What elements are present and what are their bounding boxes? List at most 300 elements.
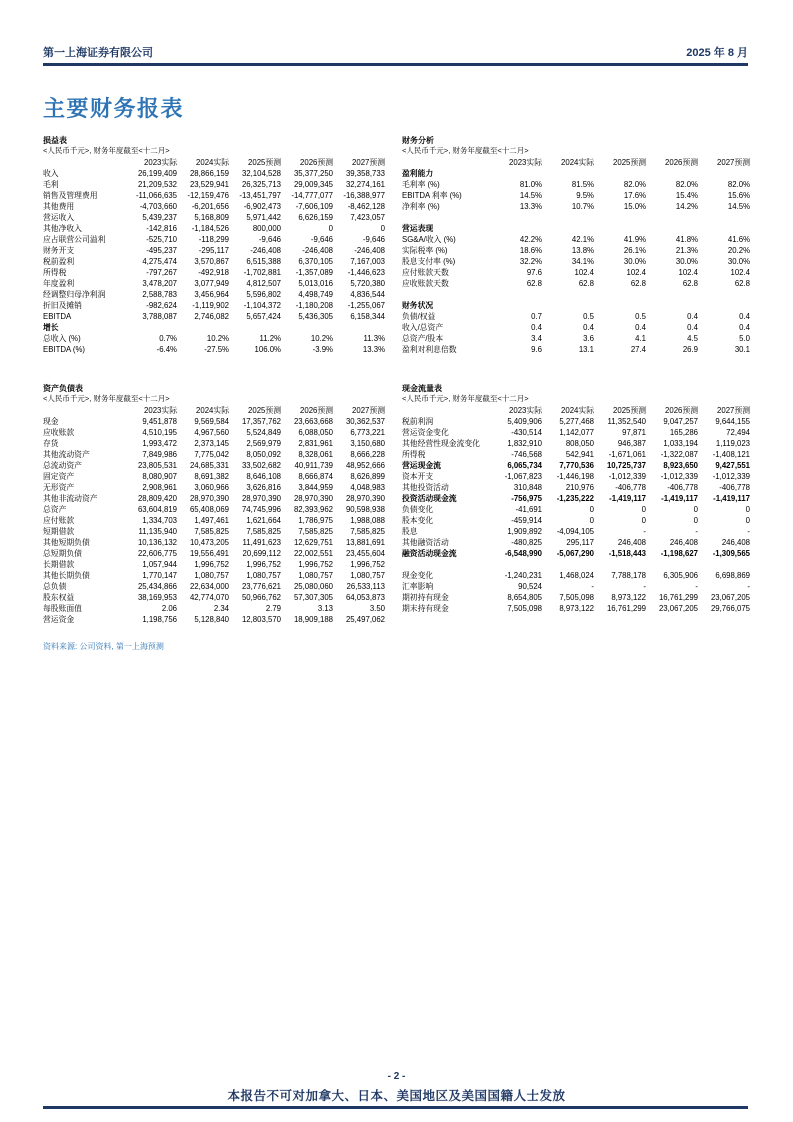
value-cell: -1,518,443 (608, 549, 646, 558)
year-column-header: 2027预测 (352, 406, 385, 415)
row-label: 营运现金流 (402, 461, 441, 470)
value-cell: -1,322,087 (660, 450, 698, 459)
value-cell: 1,996,752 (350, 560, 385, 569)
row-label: 应付账款 (43, 516, 75, 525)
value-cell (594, 300, 646, 311)
value-cell: 19,556,491 (189, 549, 229, 558)
value-cell: 4.5 (687, 334, 698, 343)
year-header-row (402, 157, 750, 168)
row-label: 股本变化 (402, 516, 434, 525)
value-cell: 0.5 (583, 312, 594, 321)
value-cell: 11,135,940 (138, 527, 177, 536)
value-cell: 310,848 (513, 483, 542, 492)
value-cell: 0 (641, 505, 646, 514)
cash-flow-title: 现金流量表 (402, 384, 442, 393)
value-cell: 23,805,531 (137, 461, 177, 470)
value-cell: 40,911,739 (294, 461, 333, 470)
value-cell: -5,067,290 (556, 549, 594, 558)
value-cell: 7,585,825 (194, 527, 229, 536)
value-cell: 17.6% (623, 191, 646, 200)
value-cell: 6,065,734 (507, 461, 542, 470)
year-column-header: 2023实际 (144, 158, 177, 167)
value-cell: 6,088,050 (298, 428, 333, 437)
data-row (402, 537, 750, 548)
row-label: 其他经营性现金流变化 (402, 439, 480, 448)
row-label: 税前利润 (402, 417, 434, 426)
row-label: 股东权益 (43, 593, 75, 602)
row-label: 负债变化 (402, 505, 434, 514)
value-cell: 0 (693, 505, 698, 514)
header-rule (43, 63, 748, 66)
year-column-header: 2026预测 (300, 406, 333, 415)
row-label: 收入/总资产 (402, 323, 444, 332)
financial-analysis-title: 财务分析 (402, 136, 434, 145)
value-cell: 6,698,869 (715, 571, 750, 580)
value-cell: -1,702,881 (243, 268, 281, 277)
value-cell: 3,844,959 (298, 483, 333, 492)
value-cell: 41.9% (623, 235, 646, 244)
data-row (402, 471, 750, 482)
value-cell: -1,235,222 (556, 494, 594, 503)
value-cell (594, 223, 646, 234)
data-row (402, 493, 750, 504)
value-cell: 28,970,390 (293, 494, 333, 503)
value-cell: 3,060,966 (194, 483, 229, 492)
value-cell (698, 300, 750, 311)
value-cell: 542,941 (565, 450, 594, 459)
data-row (402, 416, 750, 427)
value-cell: 11,491,623 (242, 538, 281, 547)
value-cell: 5,277,468 (559, 417, 594, 426)
value-cell: -1,240,231 (504, 571, 542, 580)
value-cell: 0 (328, 224, 333, 233)
value-cell: 38,169,953 (137, 593, 177, 602)
value-cell: 7,849,986 (142, 450, 177, 459)
value-cell: 8,050,092 (246, 450, 281, 459)
value-cell: -16,388,977 (343, 191, 385, 200)
cash-flow-table (402, 405, 750, 614)
row-label: 短期借款 (43, 527, 75, 536)
value-cell: 32,274,161 (345, 180, 385, 189)
section-row (43, 322, 385, 333)
data-row (43, 212, 385, 223)
value-cell: -6,902,473 (243, 202, 281, 211)
value-cell: 1,996,752 (246, 560, 281, 569)
value-cell: 246,408 (617, 538, 646, 547)
value-cell: -246,408 (250, 246, 281, 255)
value-cell: 10,725,737 (606, 461, 646, 470)
value-cell: 11.3% (363, 334, 385, 343)
value-cell: 30.0% (675, 257, 698, 266)
value-cell (646, 300, 698, 311)
value-cell: -1,357,089 (295, 268, 333, 277)
value-cell: 0.7 (531, 312, 542, 321)
row-label: EBITDA (%) (43, 345, 86, 354)
value-cell: 8,923,650 (663, 461, 698, 470)
value-cell: 82.0% (727, 180, 750, 189)
value-cell: 7,167,003 (350, 257, 385, 266)
value-cell: -8,462,128 (347, 202, 385, 211)
section-row (402, 300, 750, 311)
value-cell: 6,515,388 (246, 257, 281, 266)
row-label: 其他非流动资产 (43, 494, 98, 503)
value-cell: 42.2% (519, 235, 542, 244)
row-label: 实际税率 (%) (402, 246, 448, 255)
value-cell: 30.1 (734, 345, 750, 354)
content-area (43, 135, 750, 652)
value-cell: 63,604,819 (137, 505, 177, 514)
value-cell: -1,012,339 (712, 472, 750, 481)
data-row (43, 614, 385, 625)
row-label: 应收账款天数 (402, 279, 449, 288)
data-row (402, 438, 750, 449)
data-row (43, 245, 385, 256)
value-cell: -430,514 (511, 428, 542, 437)
value-cell: 18,909,188 (293, 615, 333, 624)
data-row (402, 179, 750, 190)
value-cell: 26,533,113 (346, 582, 385, 591)
value-cell: 3.4 (531, 334, 542, 343)
value-cell (594, 168, 646, 179)
value-cell: 23,067,205 (658, 604, 698, 613)
spacer-cell (402, 289, 750, 300)
value-cell: 13.3% (362, 345, 385, 354)
value-cell: - (695, 582, 698, 591)
balance-sheet-title: 资产负债表 (43, 384, 83, 393)
value-cell: 2,831,961 (298, 439, 333, 448)
row-label: 资本开支 (402, 472, 434, 481)
value-cell: 4.1 (635, 334, 646, 343)
value-cell: 5,720,380 (350, 279, 385, 288)
value-cell: 27.4 (630, 345, 646, 354)
value-cell: 0 (589, 505, 594, 514)
row-label: 销售及管理费用 (43, 191, 98, 200)
year-column-header: 2023实际 (509, 406, 542, 415)
value-cell: 102.4 (574, 268, 594, 277)
value-cell: 23,455,604 (345, 549, 385, 558)
year-column-header: 2024实际 (196, 158, 229, 167)
value-cell: 0.4 (531, 323, 542, 332)
value-cell: 13,881,691 (345, 538, 385, 547)
value-cell (698, 168, 750, 179)
value-cell: 8,080,907 (142, 472, 177, 481)
data-row (402, 256, 750, 267)
value-cell: 5,128,840 (194, 615, 229, 624)
row-label: EBITDA 利率 (%) (402, 191, 462, 200)
value-cell: 50,966,762 (241, 593, 281, 602)
row-label: 毛利率 (%) (402, 180, 440, 189)
value-cell: 0.4 (687, 323, 698, 332)
year-column-header: 2025预测 (248, 158, 281, 167)
data-row (43, 592, 385, 603)
row-label: 折旧及摊销 (43, 301, 82, 310)
value-cell: 26.1% (623, 246, 646, 255)
value-cell: 0.4 (739, 312, 750, 321)
data-row (43, 471, 385, 482)
value-cell: 7,423,057 (350, 213, 385, 222)
value-cell: 0 (589, 516, 594, 525)
data-row (402, 344, 750, 355)
row-label: 财务开支 (43, 246, 75, 255)
value-cell: 32,104,528 (241, 169, 281, 178)
value-cell: -1,119,902 (192, 301, 229, 310)
value-cell: -797,267 (146, 268, 177, 277)
value-cell: 62.8 (682, 279, 698, 288)
value-cell: 9,451,878 (142, 417, 177, 426)
value-cell: 82.0% (675, 180, 698, 189)
value-cell (490, 223, 542, 234)
row-label: 股息支付率 (%) (402, 257, 456, 266)
value-cell: 72,494 (726, 428, 750, 437)
value-cell: 3.6 (583, 334, 594, 343)
value-cell: 29,766,075 (710, 604, 750, 613)
value-cell: 4,836,544 (350, 290, 385, 299)
data-row (43, 256, 385, 267)
value-cell: 97,871 (622, 428, 646, 437)
value-cell (177, 322, 229, 333)
value-cell: 0 (693, 516, 698, 525)
data-row (43, 438, 385, 449)
value-cell (646, 168, 698, 179)
row-label: 投资活动现金流 (402, 494, 457, 503)
value-cell: 25,434,866 (137, 582, 177, 591)
spacer-row (402, 559, 750, 570)
report-date: 2025 年 8 月 (686, 47, 748, 59)
value-cell: 2,588,783 (142, 290, 177, 299)
row-label: 其他短期负债 (43, 538, 90, 547)
row-label: 增长 (43, 323, 59, 332)
value-cell: 48,952,666 (345, 461, 385, 470)
value-cell: 8,626,899 (350, 472, 385, 481)
data-row (402, 201, 750, 212)
value-cell: 13.8% (571, 246, 594, 255)
row-label: 汇率影响 (402, 582, 434, 591)
value-cell: 25,080,060 (293, 582, 333, 591)
value-cell: 3,150,680 (350, 439, 385, 448)
value-cell: 9,427,551 (715, 461, 750, 470)
value-cell: 57,307,305 (293, 593, 333, 602)
value-cell: 10,136,132 (137, 538, 177, 547)
data-row (43, 267, 385, 278)
value-cell: 11.2% (259, 334, 281, 343)
row-label: 所得税 (402, 450, 426, 459)
income-statement-title: 损益表 (43, 136, 67, 145)
value-cell: 7,585,825 (246, 527, 281, 536)
data-row (43, 427, 385, 438)
value-cell: -27.5% (204, 345, 229, 354)
value-cell: 1,497,461 (194, 516, 229, 525)
row-label: 存货 (43, 439, 59, 448)
data-row (402, 592, 750, 603)
row-label: 总流动资产 (43, 461, 82, 470)
value-cell: -4,094,105 (556, 527, 594, 536)
page-number: - 2 - (387, 1071, 406, 1082)
value-cell: 11,352,540 (607, 417, 646, 426)
value-cell: 74,745,996 (241, 505, 281, 514)
value-cell: 42,774,070 (189, 593, 229, 602)
value-cell: 90,524 (518, 582, 542, 591)
financial-analysis-section (402, 135, 750, 355)
value-cell: 5,971,442 (246, 213, 281, 222)
value-cell: 23,529,941 (189, 180, 229, 189)
value-cell: 3,788,087 (142, 312, 177, 321)
value-cell: 9.6 (531, 345, 542, 354)
row-label: 营运收入 (43, 213, 75, 222)
value-cell: 0 (745, 516, 750, 525)
value-cell (542, 168, 594, 179)
tables-row-top (43, 135, 750, 355)
value-cell: 15.4% (675, 191, 698, 200)
value-cell: 2,908,961 (142, 483, 177, 492)
value-cell: 6,370,105 (298, 257, 333, 266)
value-cell: -406,778 (667, 483, 698, 492)
value-cell (490, 168, 542, 179)
value-cell: 21.3% (675, 246, 698, 255)
value-cell: 2.79 (265, 604, 281, 613)
data-row (43, 537, 385, 548)
value-cell: 1,832,910 (507, 439, 542, 448)
value-cell: 1,468,024 (559, 571, 594, 580)
value-cell: -1,012,339 (608, 472, 646, 481)
row-label: 净利率 (%) (402, 202, 440, 211)
value-cell: -7,606,109 (295, 202, 333, 211)
row-label: 其他费用 (43, 202, 75, 211)
data-row (402, 482, 750, 493)
value-cell: 102.4 (678, 268, 698, 277)
row-label: 年度盈利 (43, 279, 75, 288)
row-label: 融资活动现金流 (402, 549, 457, 558)
value-cell: 1,621,664 (246, 516, 281, 525)
value-cell: 5,596,802 (246, 290, 281, 299)
value-cell: - (643, 582, 646, 591)
value-cell: 7,585,825 (298, 527, 333, 536)
data-row (402, 581, 750, 592)
value-cell: 3,077,949 (194, 279, 229, 288)
value-cell: 5.0 (739, 334, 750, 343)
row-label: 其他融资活动 (402, 538, 449, 547)
value-cell (542, 300, 594, 311)
data-row (402, 570, 750, 581)
value-cell: 14.5% (519, 191, 542, 200)
tables-row-bottom (43, 383, 750, 625)
value-cell: 1,142,077 (559, 428, 594, 437)
value-cell (125, 322, 177, 333)
income-statement-subtitle: <人民币千元>, 财务年度截至<十二月> (43, 146, 170, 155)
value-cell: 10.7% (571, 202, 594, 211)
value-cell: -6,201,656 (191, 202, 229, 211)
value-cell: 1,909,892 (507, 527, 542, 536)
value-cell: -495,237 (146, 246, 177, 255)
data-row (43, 311, 385, 322)
balance-sheet-section (43, 383, 385, 625)
value-cell: 34.1% (571, 257, 594, 266)
page-header (43, 44, 748, 60)
row-label: 固定资产 (43, 472, 75, 481)
value-cell: 0.4 (739, 323, 750, 332)
row-label: 期末持有现金 (402, 604, 449, 613)
value-cell: 1,080,757 (246, 571, 281, 580)
value-cell: -295,117 (198, 246, 229, 255)
value-cell: -406,778 (615, 483, 646, 492)
value-cell: 4,510,195 (142, 428, 177, 437)
value-cell: 3.13 (317, 604, 333, 613)
data-row (43, 300, 385, 311)
value-cell: 1,786,975 (298, 516, 333, 525)
corner-cell (43, 157, 125, 168)
data-row (43, 526, 385, 537)
value-cell: 3.50 (369, 604, 385, 613)
row-label: 每股账面值 (43, 604, 82, 613)
data-row (43, 493, 385, 504)
row-label: 长期借款 (43, 560, 75, 569)
balance-sheet-subtitle: <人民币千元>, 财务年度截至<十二月> (43, 394, 170, 403)
year-header-row (402, 405, 750, 416)
year-column-header: 2023实际 (509, 158, 542, 167)
financial-grid (402, 157, 750, 355)
value-cell: 0.4 (583, 323, 594, 332)
value-cell: 1,080,757 (194, 571, 229, 580)
value-cell (646, 223, 698, 234)
row-label: 营运资金变化 (402, 428, 449, 437)
value-cell: 2.06 (161, 604, 177, 613)
value-cell: 1,334,703 (142, 516, 177, 525)
value-cell: 3,456,964 (194, 290, 229, 299)
value-cell: 22,634,000 (189, 582, 229, 591)
spacer-row (402, 289, 750, 300)
value-cell: -746,568 (511, 450, 542, 459)
corner-cell (402, 157, 490, 168)
value-cell: -1,419,117 (661, 494, 698, 503)
value-cell: 246,408 (721, 538, 750, 547)
year-column-header: 2025预测 (613, 406, 646, 415)
value-cell: 8,973,122 (611, 593, 646, 602)
value-cell: 23,663,668 (293, 417, 333, 426)
data-row (43, 515, 385, 526)
value-cell (281, 322, 333, 333)
value-cell: 6,158,344 (350, 312, 385, 321)
value-cell: 0.4 (687, 312, 698, 321)
financial-analysis-subtitle: <人民币千元>, 财务年度截至<十二月> (402, 146, 529, 155)
row-label: 总资产 (43, 505, 67, 514)
data-row (402, 267, 750, 278)
value-cell: 1,993,472 (142, 439, 177, 448)
year-column-header: 2025预测 (613, 158, 646, 167)
value-cell: 10,473,205 (189, 538, 229, 547)
value-cell: 5,409,906 (507, 417, 542, 426)
value-cell: 0.5 (635, 312, 646, 321)
data-row (43, 460, 385, 471)
value-cell: -41,691 (515, 505, 542, 514)
value-cell: -3.9% (312, 345, 333, 354)
year-column-header: 2026预测 (665, 406, 698, 415)
value-cell: 41.8% (675, 235, 698, 244)
row-label: 现金变化 (402, 571, 434, 580)
data-row (402, 603, 750, 614)
value-cell: -492,918 (198, 268, 229, 277)
data-row (402, 322, 750, 333)
value-cell: 64,053,873 (345, 593, 385, 602)
year-column-header: 2027预测 (352, 158, 385, 167)
data-row (43, 190, 385, 201)
value-cell: 8,654,805 (507, 593, 542, 602)
value-cell: 0 (380, 224, 385, 233)
row-label: 其他投资活动 (402, 483, 449, 492)
value-cell: 62.8 (734, 279, 750, 288)
value-cell: 1,770,147 (142, 571, 177, 580)
value-cell: 1,988,088 (350, 516, 385, 525)
data-row (43, 168, 385, 179)
value-cell (229, 322, 281, 333)
